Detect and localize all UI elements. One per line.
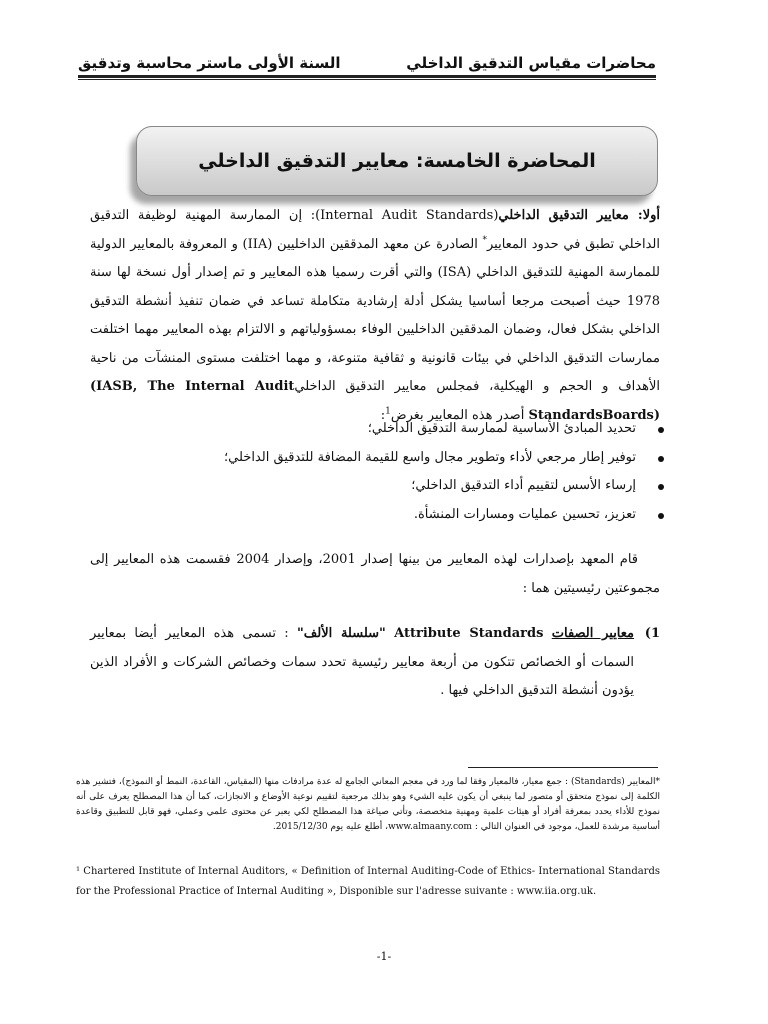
attribute-standards-label-en: Attribute Standards — [394, 626, 544, 641]
header-divider — [78, 75, 656, 80]
iasb-name: (IASB, The Internal Audit StandardsBoards) — [90, 379, 660, 423]
page-header — [78, 44, 656, 72]
page-number: -1- — [376, 950, 392, 963]
intro-text-3: أصدر هذه المعايير بغرض — [390, 407, 529, 423]
list-item: توفير إطار مرجعي لأداء وتطوير مجال واسع للقيمة المضافة للتدقيق الداخلي؛ — [110, 444, 650, 473]
footnote-arabic: *المعايير (Standards) : جمع معيار، فالمعيار وفقا لما ورد في معجم المعاني الجامع له عدة مرادفات منها (المقياس، القاعدة، النمط أو النموذج)، فتشير هذه الكلمة إلى نموذج متحقق أو متصور لما ينبغي أن يكون عليه الشيء وهو بذلك مرجعية لتقييم نوعية الأوضاع و الانجازات، كما أن هذا المصطلح يعرف على أنه نموذج للأداء يحدد بمعرفة أفراد أو هيئات علمية ومهنية متخصصة، وتأتي صياغة هذا المصطلح لكي يعبر عن محتوى علمي وعملي، فهو قابل للتطبيق وقاعدة أساسية مرشدة للعمل، موجود في العنوان التالي : www.almaany.com، أطلع عليه يوم 2015/12/30. — [76, 777, 660, 832]
list-item: إرساء الأسس لتقييم أداء التدقيق الداخلي؛ — [110, 472, 650, 501]
list-item: تحديد المبادئ الأساسية لممارسة التدقيق الداخلي؛ — [110, 415, 650, 444]
intro-text-2: الصادرة عن معهد المدققين الداخليين (IIA) و المعروفة بالمعايير الدولية للممارسة المهنية للتدقيق الداخلي (ISA) والتي أقرت رسميا هذه المعايير و تم إصدار أول نسخة لها سنة 1978 حيث أصبحت مرجعا أساسيا يشكل أدلة إرشادية متكاملة تساعد في ضمان تنفيذ أنشطة التدقيق الداخلي بشكل فعال، وضمان المدققين الداخليين الوفاء بمسؤولياتهم و الالتزام بهذه المعايير مهما اختلفت ممارسات التدقيق الداخلي في بيئات قانونية و ثقافية متنوعة، و مهما اختلفت مستوى المنشآت من ناحية الأهداف و الحجم و الهيكلية، فمجلس معايير التدقيق الداخلي — [90, 236, 661, 394]
footnote-star-marker: * — [482, 235, 487, 246]
section-heading: أولا: معايير التدقيق الداخلي — [498, 208, 660, 223]
footnote-1-marker: 1 — [385, 406, 391, 417]
list-item: تعزيز، تحسين عمليات ومسارات المنشأة. — [110, 501, 650, 530]
objectives-list — [110, 415, 670, 529]
attribute-standards-item — [90, 620, 660, 706]
lecture-title-box — [136, 126, 658, 196]
footnote-divider — [468, 767, 658, 768]
lecture-title: المحاضرة الخامسة: معايير التدقيق الداخلي — [198, 150, 596, 172]
standards-groups-paragraph — [90, 546, 660, 603]
standards-groups-text: قام المعهد بإصدارات لهذه المعايير من بينها إصدار 2001، وإصدار 2004 فقسمت هذه المعايير إلى مجموعتين رئيسيتين هما : — [90, 552, 660, 596]
attribute-standards-label: معايير الصفات — [551, 626, 635, 641]
header-course-level: السنة الأولى ماستر محاسبة وتدقيق — [78, 54, 341, 72]
attribute-standards-text: : تسمى هذه المعايير أيضا بمعايير السمات أو الخصائص تتكون من أربعة معايير رئيسية تحدد سمات وخصائص الشركات و الأفراد الذين يؤدون أنشطة التدقيق الداخلي فيها . — [90, 626, 634, 698]
intro-text-4: : — [380, 407, 386, 423]
intro-paragraph — [90, 202, 660, 430]
section-heading-en: (Internal Audit Standards) — [315, 208, 499, 223]
header-course-title: محاضرات مقياس التدقيق الداخلي — [406, 54, 656, 72]
item-number: 1) — [644, 626, 660, 641]
intro-text-1: : إن الممارسة المهنية لوظيفة التدقيق الداخلي تطبق في حدود المعايير — [90, 208, 660, 252]
series-label: "سلسلة الألف" — [297, 626, 386, 641]
footnote-english: ¹ Chartered Institute of Internal Auditors, « Definition of Internal Auditing-Code of Ethics- International Standards for the Professional Practice of Internal Auditing », Disponible sur l'adresse suivante : www.iia.org.uk. — [76, 866, 660, 897]
